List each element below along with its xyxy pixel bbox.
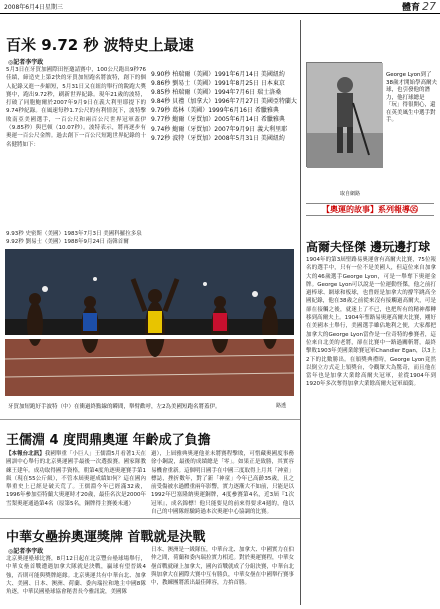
issue-date: 2008年6月4日星期三: [4, 4, 63, 11]
record-list-left: [6, 230, 146, 247]
sprinters-illustration: [5, 249, 294, 396]
record-row: 9.84秒 貝禮（加拿大）1996年7月27日 美國亞特蘭大: [151, 98, 297, 106]
photo-caption: George Lyon到了38歲才開始學高爾夫球，也引發他的潛力，他打球總是「玩」得很開心，還在英美風生中選手對手。: [386, 72, 437, 123]
photo-caption: 牙買加短跑好手波特（中）在衝過終點線的瞬間，舉臂歡呼，左2為美國短跑名將蓋伊。: [8, 404, 221, 410]
record-row: 9.72秒 波特（牙買加）2008年5月31日 美國紐約: [151, 134, 285, 142]
headline-bolt-record: 百米 9.72 秒 波特史上最速: [6, 36, 194, 54]
article-body: [6, 450, 146, 512]
sidebar-body: [306, 256, 436, 605]
column-divider: [300, 20, 301, 605]
record-row: 9.93秒 史密斯（美國）1983年7月3日 美國科羅拉多泉: [6, 231, 142, 237]
record-row: 9.86秒 劉易士（美國）1991年8月25日 日本東京: [151, 80, 285, 88]
page-number: 27: [422, 0, 436, 13]
divider: [0, 419, 300, 420]
race-finish-photo: [5, 249, 294, 396]
golfer-illustration: [307, 63, 383, 168]
headline-weightlifter: 王儒淵 4 度問鼎奧運 年齡成了負擔: [6, 433, 211, 448]
photo-credit: 取自網路: [340, 191, 361, 197]
article-body: [151, 450, 295, 516]
record-row: 9.92秒 劉易士（美國）1988年9月24日 南韓首爾: [6, 239, 129, 246]
article-body: [6, 555, 146, 605]
record-list: [151, 70, 297, 143]
record-row: 9.74秒 鮑爾（牙買加）2007年9月9日 義大利里耶: [151, 125, 288, 133]
headline-golf: 高爾夫怪傑 邊玩邊打球: [306, 240, 431, 254]
george-lyon-photo: [306, 62, 382, 167]
article-body: [151, 546, 294, 605]
byline: ◎記者李宇政: [8, 548, 44, 555]
article-body: [6, 66, 146, 229]
record-row: 9.77秒 鮑爾（牙買加）2005年6月14日 希臘雅典: [151, 116, 285, 124]
page-header: [0, 0, 440, 14]
byline: 【本報台北訊】: [6, 451, 45, 457]
series-tag: 【奧運的故事】系列報導㉟: [306, 203, 434, 216]
article-text: 我國舉重「小巨人」王儒淵5月看著1天在國訓中心舉行的北京奧運國手最後一次選拔賽。國家隊教練王建年。成功取得國手資格，朝第4度角逐奧運賽手第1級（現在55公斤級），不管本屆奧運成績如何？這在國內舉重史上已經是破天荒了。王儒淵今年已經滿32歲，1996年參加亞特蘭大奧運時才20歲，最佳名次是2000年雪梨奧運通過第4名（原第5名，銅牌得主賽後未通）: [6, 451, 146, 507]
article-text: 1904年的第3屆聖路易奧運會有高爾夫比賽，75位報名的選手中，只有一位不是美國人，但這位來自加拿大的46歲選手George Lyon，可是一舉奪下奧運金牌。George Lyon可以說是一位運動怪傑，他之前打過棒球、網球和板球，也曾經是加拿大的撐竿跳高全國紀錄，他在38歲之前從來沒有接觸過高爾夫，可是卻在接觸之後，就迷上了不已，也把所有的精神都轉移到高爾夫上。1904年聖路易奧運高爾夫比賽，剛好在美國本土舉行，美國選手雖佔地利之便，大家都把加拿大的George Lyon當作是一位奇特的參賽者，這位來自北美的老將，卻在比賽中一路過關斬將，最終擊敗1903年美國業餘賽冠軍Chandler Egan，以3上2下的比數勝出。在頒獎典禮時，George Lyon竟然以倒立方式走上領獎台，令觀眾大為驚奇，而且他在當年也是加拿大業餘高爾夫冠軍，並從1904年到1920年多次奪得加拿大業餘高爾夫冠軍頭銜。: [306, 257, 436, 388]
record-row: 9.79秒 葛林（美國）1999年6月16日 希臘雅典: [151, 107, 279, 115]
record-row: 9.85秒 柏瑞爾（美國）1994年7月6日 瑞士洛桑: [151, 89, 282, 97]
divider: [0, 518, 300, 519]
article-text: 北京奧運壘球比賽，8月12日起在北京豐台壘球場舉行，中華女壘首戰遭遇加拿大隊就是決戰，贏球有望晉級4強，否則可能與獎牌絕緣。北京奧運共有中華台北、加拿大、美國、日本、澳洲、荷蘭、委內瑞拉和地主中國8隊角逐，中華民國壘球協會秘書長今雅訊說，美國隊: [6, 556, 146, 596]
byline: ◎記者李宇政: [8, 59, 44, 66]
article-text: 日本、澳洲是一級隊伍，中華台北、加拿大、中國實力在伯仲之間，荷蘭和委內瑞拉實力相近。對於奧運賽程，中華女壘首戰就碰上加拿大，國內首戰就成了分組決賽，中華台北與加拿大在國際大賽中互有勝負，中華女壘在中國舉行賽事中，教練團將派出最佳陣容，力拚首勝。: [151, 547, 295, 587]
article-text: 過），上屆雅典奧運他並未將賽程擊敗，可惜藏奧國度事務徐小鋼說，最後的成績總是「零」。如果正是致勝，其實容易機會重新。這個明日國手在中國三度取得上月其「神童」標誌，挫折數年，對了新「神童」今年已高齡35歲，且之前受傷被水過體重兩年影響，實力逐漸大不如前，只能是以1992年巴塞隆納奧運銅牌，4度參賽第4名，近3屆『1次冠軍』，成名錦標！他只能要見的前來得要求4週的，他以自己的中國隊經驗跨過本次奧運中心協調的比賽。: [151, 451, 295, 516]
photo-credit: 路透: [276, 403, 287, 409]
article-text: 5月3日在牙買加國際田徑邀請賽中，100公尺跑出9秒76佳績，締造史上第2快的牙買加短跑名將波特，創下的個人紀錄又進一步縮短，5月31日又在紐約舉行的銳跑大獎賽中，跑出9.72秒，刷新世界紀錄。現年21歲的波特，打破了同胞鮑爾於2007年9月9日在義大利里耶提下的9.74秒紀錄。在風速每秒1.7公尺的有利情況下，波特擊敗南亞美國選手，一百公尺和兩百公尺世界冠軍蓋伊（9.85秒）與巴頓（10.07秒）。波特表示，將再逐步有奧運一百公尺金牌。過去創下一百公尺短跑世界紀錄的十名健將如下：: [6, 67, 146, 148]
record-row: 9.90秒 柏瑞爾（美國）1991年6月14日 美國紐約: [151, 71, 285, 78]
headline-softball: 中華女壘拚奧運獎牌 首戰就是決戰: [6, 530, 206, 545]
section-name: 體育: [401, 3, 420, 13]
